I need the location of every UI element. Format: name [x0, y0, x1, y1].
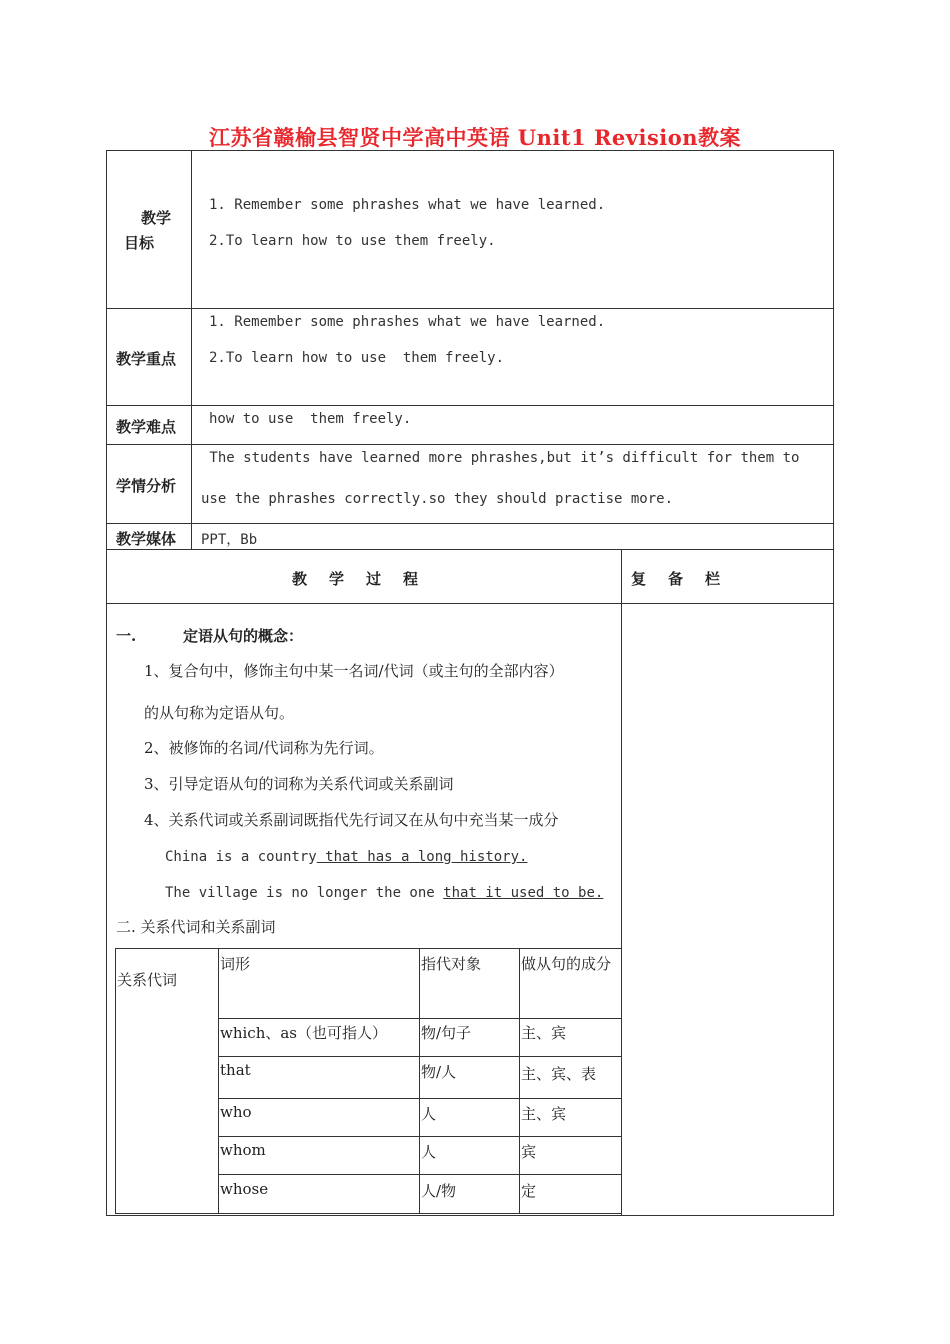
- section-1-heading: 定语从句的概念：: [183, 627, 304, 645]
- row-4-form: whom: [220, 1141, 266, 1159]
- example-1-clause: that has a long history.: [316, 849, 528, 865]
- definition-point-2: 2、被修饰的名词/代词称为先行词。: [144, 739, 384, 757]
- row-5-form: whose: [220, 1180, 269, 1198]
- row-2-reference: 物/人: [421, 1063, 457, 1081]
- media-text: PPT，Bb: [201, 532, 258, 548]
- row-4-reference: 人: [421, 1143, 437, 1161]
- document-title: 江苏省赣榆县智贤中学高中英语 Unit1 Revision教案: [208, 125, 742, 150]
- section-2-heading: 二. 关系代词和关系副词: [116, 918, 276, 936]
- goal-label-2: 目标: [124, 234, 155, 252]
- example-sentence-2: [165, 882, 603, 901]
- key-point-label: 教学重点: [116, 350, 177, 368]
- definition-point-1a: 1、复合句中，修饰主句中某一名词/代词（或主句的全部内容）: [144, 662, 564, 680]
- pronoun-group-label: 关系代词: [117, 971, 178, 989]
- process-header: 教学过程: [292, 570, 441, 588]
- row-3-reference: 人: [421, 1105, 437, 1123]
- row-1-reference: 物/句子: [421, 1024, 472, 1042]
- analysis-line-1: The students have learned more phrashes,but it’s difficult for them to: [201, 450, 800, 466]
- column-header-form: 词形: [220, 955, 251, 973]
- example-2-main: The village is no longer the one: [165, 885, 444, 901]
- media-label: 教学媒体: [116, 530, 177, 548]
- example-1-main: China is a country: [165, 849, 317, 865]
- difficulty-label: 教学难点: [116, 418, 177, 436]
- section-1-number: 一.: [116, 627, 137, 645]
- row-5-reference: 人/物: [421, 1182, 457, 1200]
- analysis-label: 学情分析: [116, 477, 177, 495]
- key-point-line-1: 1. Remember some phrashes what we have learned.: [209, 314, 606, 330]
- row-2-role: 主、宾、表: [521, 1065, 597, 1083]
- goal-line-1: 1. Remember some phrashes what we have learned.: [209, 197, 606, 213]
- definition-point-1b: 的从句称为定语从句。: [144, 704, 295, 722]
- column-header-role: 做从句的成分: [521, 955, 612, 973]
- example-sentence-1: [165, 846, 527, 865]
- row-1-role: 主、宾: [521, 1024, 567, 1042]
- row-5-role: 定: [521, 1182, 537, 1200]
- row-1-form: which、as（也可指人）: [220, 1024, 388, 1042]
- row-3-form: who: [220, 1103, 252, 1121]
- row-4-role: 宾: [521, 1143, 537, 1161]
- row-2-form: that: [220, 1061, 251, 1079]
- definition-point-4: 4、关系代词或关系副词既指代先行词又在从句中充当某一成分: [144, 811, 559, 829]
- analysis-line-2: use the phrashes correctly.so they should practise more.: [201, 491, 674, 507]
- goal-label-1: 教学: [141, 209, 172, 227]
- review-column-header: 复备栏: [631, 570, 743, 588]
- definition-point-3: 3、引导定语从句的词称为关系代词或关系副词: [144, 775, 454, 793]
- goal-line-2: 2.To learn how to use them freely.: [209, 233, 496, 249]
- example-2-clause: that it used to be.: [443, 885, 604, 901]
- row-3-role: 主、宾: [521, 1105, 567, 1123]
- key-point-line-2: 2.To learn how to use them freely.: [209, 350, 505, 366]
- column-header-reference: 指代对象: [421, 955, 482, 973]
- difficulty-text: how to use them freely.: [209, 411, 412, 427]
